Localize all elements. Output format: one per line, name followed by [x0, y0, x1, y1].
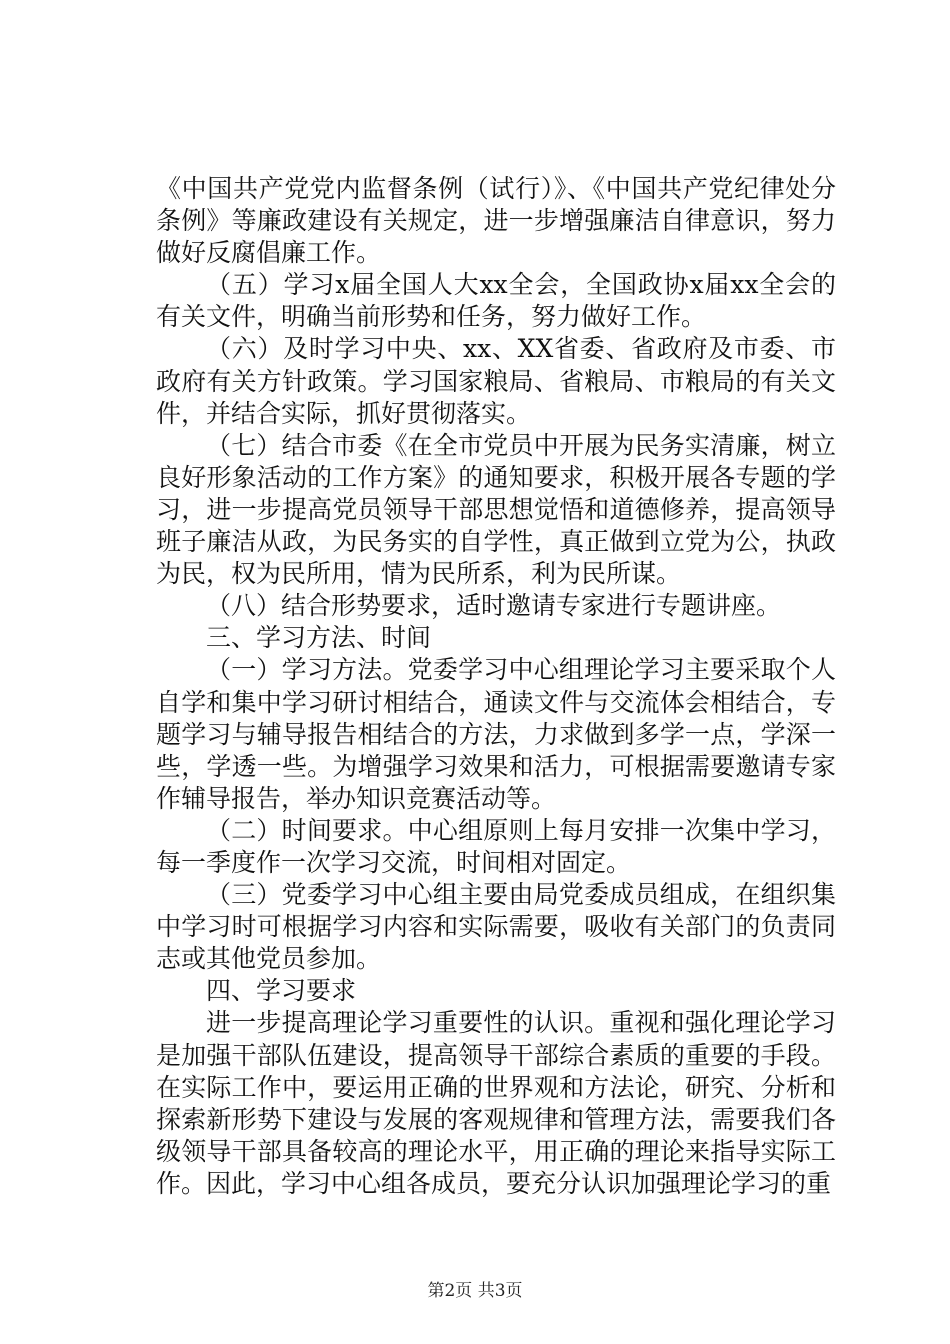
section-heading-4: 四、学习要求 — [206, 976, 357, 1006]
document-body — [156, 173, 836, 1200]
paragraph-item-8: （八）结合形势要求，适时邀请专家进行专题讲座。 — [206, 591, 782, 621]
paragraph-time: （二）时间要求。中心组原则上每月安排一次集中学习，每一季度作一次学习交流，时间相对固定。 — [156, 815, 836, 877]
paragraph-item-7: （七）结合市委《在全市党员中开展为民务实清廉，树立良好形象活动的工作方案》的通知要求，积极开展各专题的学习，进一步提高党员领导干部思想觉悟和道德修养，提高领导班子廉洁从政，为民务实的自学性，真正做到立党为公，执政为民，权为民所用，情为民所系，利为民所谋。 — [156, 430, 836, 589]
paragraph-continuation: 《中国共产党党内监督条例（试行）》、《中国共产党纪律处分条例》等廉政建设有关规定，进一步增强廉洁自律意识，努力做好反腐倡廉工作。 — [156, 174, 836, 268]
paragraph-method: （一）学习方法。党委学习中心组理论学习主要采取个人自学和集中学习研讨相结合，通读文件与交流体会相结合，专题学习与辅导报告相结合的方法，力求做到多学一点，学深一些，学透一些。为增强学习效果和活力，可根据需要邀请专家作辅导报告，举办知识竞赛活动等。 — [156, 655, 836, 813]
page-number-footer: 第2页 共3页 — [427, 1281, 523, 1301]
section-heading-3: 三、学习方法、时间 — [206, 623, 432, 653]
paragraph-item-5: （五）学习x届全国人大xx全会，全国政协x届xx全会的有关文件，明确当前形势和任务，努力做好工作。 — [156, 270, 836, 332]
paragraph-item-6: （六）及时学习中央、xx、XX省委、省政府及市委、市政府有关方针政策。学习国家粮局、省粮局、市粮局的有关文件，并结合实际，抓好贯彻落实。 — [156, 334, 836, 428]
paragraph-requirements: 进一步提高理论学习重要性的认识。重视和强化理论学习是加强干部队伍建设，提高领导干部综合素质的重要的手段。在实际工作中，要运用正确的世界观和方法论，研究、分析和探索新形势下建设与发展的客观规律和管理方法，需要我们各级领导干部具备较高的理论水平，用正确的理论来指导实际工作。因此，学习中心组各成员，要充分认识加强理论学习的重 — [156, 1008, 836, 1198]
paragraph-members: （三）党委学习中心组主要由局党委成员组成，在组织集中学习时可根据学习内容和实际需要，吸收有关部门的负责同志或其他党员参加。 — [156, 880, 836, 974]
